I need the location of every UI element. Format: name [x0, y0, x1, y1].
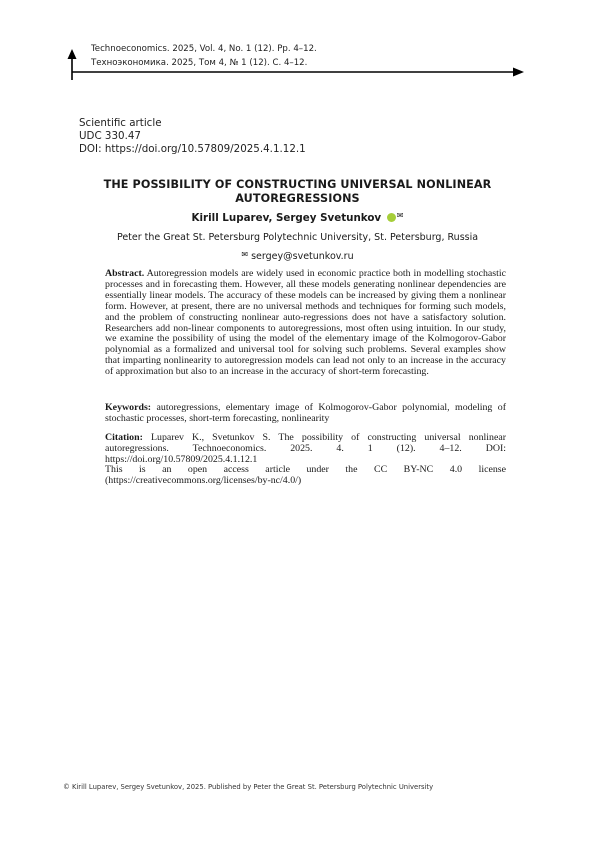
- envelope-icon: ✉: [241, 250, 249, 259]
- authors: Kirill Luparev, Sergey Svetunkov: [191, 212, 382, 224]
- journal-header-ru: Техноэкономика. 2025, Том 4, № 1 (12). С. 4–12.: [91, 58, 308, 68]
- copyright-footer: © Kirill Luparev, Sergey Svetunkov, 2025. Published by Peter the Great St. Petersburg Polytechnic University: [63, 783, 434, 791]
- citation: [105, 433, 506, 466]
- license: This is an open access article under the CC BY-NC 4.0 license (https://creativecommons.org/licenses/by-nc/4.0/): [105, 464, 506, 486]
- abstract-text: Autoregression models are widely used in economic practice both in modelling stochastic processes and in forecasting them. However, all these models generating nonlinear dependencies are essentially linear models. The accuracy of these models can be increased by giving them a nonlinear form. However, at present, there are no universal methods and techniques for forming such models, and the problem of constructing nonlinear auto-regressions does not have a satisfactory solution. Researchers add non-linear components to autoregressions, most often using intuition. In our study, we examine the possibility of using the model of the elementary image of the Kolmogorov-Gabor polynomial as a formalized and universal tool for solving such problems. Several examples show that imparting nonlinearity to autoregression models can lead not only to an increase in the accuracy of approximation but also to an increase in the accuracy of short-term forecasting.: [105, 268, 506, 378]
- keywords-label: Keywords:: [105, 402, 152, 413]
- affiliation: Peter the Great St. Petersburg Polytechnic University, St. Petersburg, Russia: [116, 232, 479, 243]
- envelope-icon[interactable]: ✉: [396, 211, 404, 220]
- citation-text: Luparev K., Svetunkov S. The possibility of constructing universal nonlinear autoregressions. Technoeconomics. 2025. 4. 1 (12). 4–12. DOI: https://doi.org/10.57809/2025.4.1.12.1: [105, 432, 507, 465]
- doi[interactable]: DOI: https://doi.org/10.57809/2025.4.1.12.1: [79, 143, 306, 155]
- citation-label: Citation:: [105, 432, 143, 443]
- abstract: [105, 269, 506, 378]
- article-title: THE POSSIBILITY OF CONSTRUCTING UNIVERSAL NONLINEAR AUTOREGRESSIONS: [103, 178, 492, 205]
- email-line: [79, 250, 516, 262]
- email-address[interactable]: sergey@svetunkov.ru: [251, 251, 354, 262]
- article-type: Scientific article: [79, 117, 162, 129]
- keywords-text: autoregressions, elementary image of Kolmogorov-Gabor polynomial, modeling of stochastic processes, short-term forecasting, nonlinearity: [105, 402, 507, 424]
- journal-header-en: Technoeconomics. 2025, Vol. 4, No. 1 (12). Pp. 4–12.: [91, 44, 317, 54]
- udc: UDC 330.47: [79, 130, 141, 142]
- authors-line: [79, 211, 516, 224]
- orcid-icon[interactable]: [387, 213, 396, 222]
- keywords: [105, 403, 506, 425]
- abstract-label: Abstract.: [105, 268, 145, 279]
